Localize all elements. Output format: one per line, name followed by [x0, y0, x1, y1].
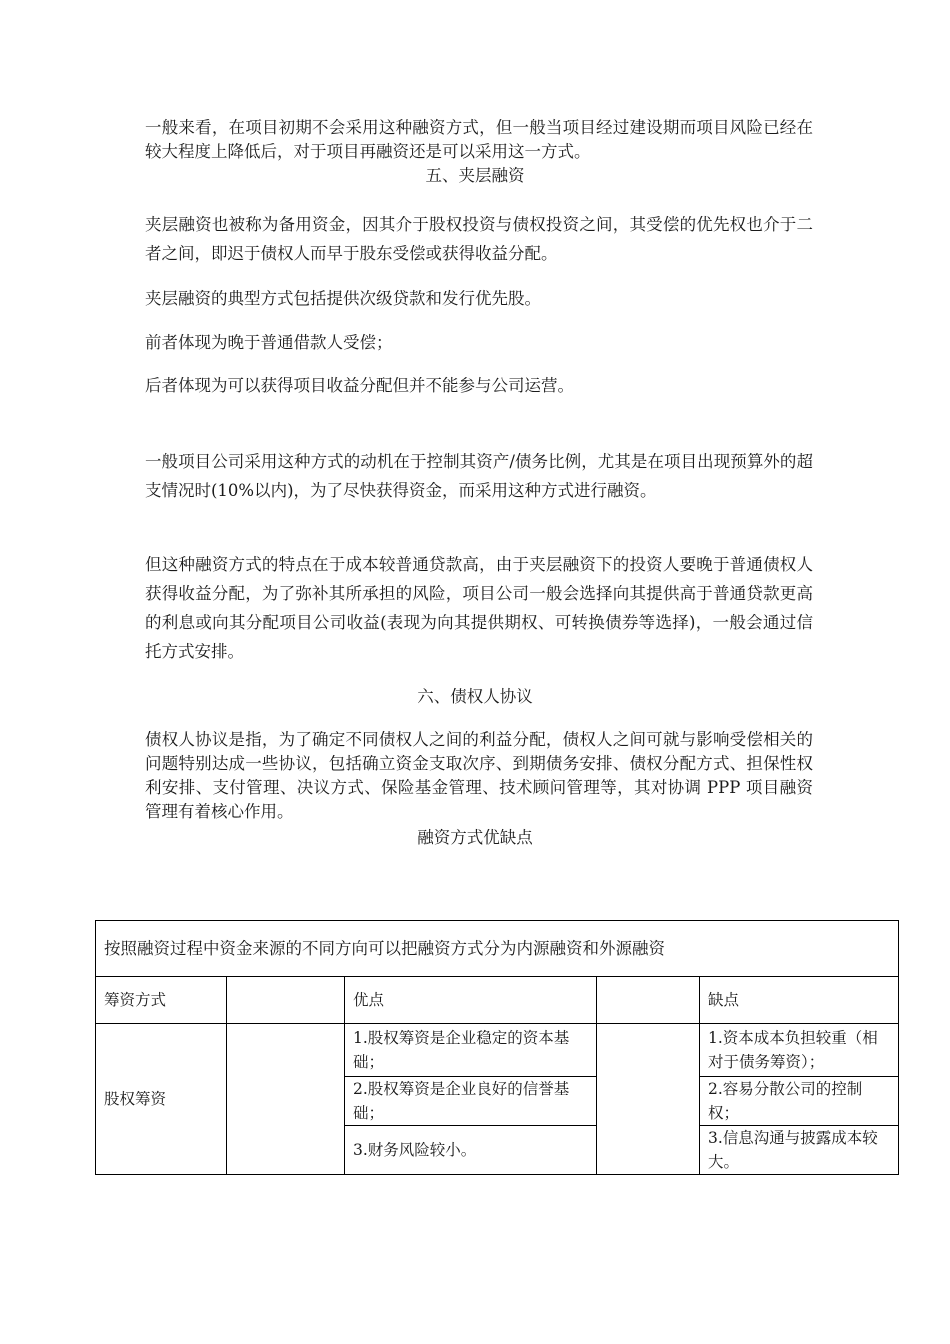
section-heading-creditor-agreement: 六、债权人协议	[417, 687, 533, 706]
paragraph-motivation: 一般项目公司采用这种方式的动机在于控制其资产/债务比例，尤其是在项目出现预算外的超支情况时(10%以内)，为了尽快获得资金，而采用这种方式进行融资。	[145, 452, 813, 500]
paragraph-refinancing: 一般来看，在项目初期不会采用这种融资方式，但一般当项目经过建设期而项目风险已经在较大程度上降低后，对于项目再融资还是可以采用这一方式。	[145, 118, 813, 161]
table-caption: 按照融资过程中资金来源的不同方向可以把融资方式分为内源融资和外源融资	[96, 921, 899, 977]
table-header-row	[96, 977, 899, 1024]
header-method: 筹资方式	[96, 977, 227, 1024]
table-row	[96, 1024, 899, 1077]
pro-item: 3.财务风险较小。	[345, 1126, 597, 1175]
con-item: 3.信息沟通与披露成本较大。	[700, 1126, 899, 1175]
financing-methods-table	[95, 920, 899, 1175]
method-equity: 股权筹资	[96, 1024, 227, 1175]
paragraph-mezzanine-types: 夹层融资的典型方式包括提供次级贷款和发行优先股。	[145, 289, 541, 308]
con-item: 2.容易分散公司的控制权；	[700, 1077, 899, 1126]
header-empty-1	[227, 977, 345, 1024]
header-cons: 缺点	[700, 977, 899, 1024]
pro-item: 2.股权筹资是企业良好的信誉基础；	[345, 1077, 597, 1126]
pro-item: 1.股权筹资是企业稳定的资本基础；	[345, 1024, 597, 1077]
header-empty-2	[597, 977, 700, 1024]
paragraph-mezzanine-definition: 夹层融资也被称为备用资金，因其介于股权投资与债权投资之间，其受偿的优先权也介于二者之间，即迟于债权人而早于股东受偿或获得收益分配。	[145, 215, 813, 263]
paragraph-cost: 但这种融资方式的特点在于成本较普通贷款高，由于夹层融资下的投资人要晚于普通债权人获得收益分配，为了弥补其所承担的风险，项目公司一般会选择向其提供高于普通贷款更高的利息或向其分配项目公司收益(表现为向其提供期权、可转换债券等选择)，一般会通过信托方式安排。	[145, 555, 813, 661]
header-pros: 优点	[345, 977, 597, 1024]
empty-cell-1	[227, 1024, 345, 1175]
paragraph-latter: 后者体现为可以获得项目收益分配但并不能参与公司运营。	[145, 376, 574, 395]
table-title: 融资方式优缺点	[417, 828, 533, 847]
section-heading-mezzanine: 五、夹层融资	[425, 166, 525, 185]
paragraph-creditor-agreement: 债权人协议是指，为了确定不同债权人之间的利益分配，债权人之间可就与影响受偿相关的问题特别达成一些协议，包括确立资金支取次序、到期债务安排、债权分配方式、担保性权利安排、支付管理、决议方式、保险基金管理、技术顾问管理等，其对协调 PPP 项目融资管理有着核心作用。	[145, 730, 813, 821]
paragraph-former: 前者体现为晚于普通借款人受偿；	[145, 333, 393, 352]
con-item: 1.资本成本负担较重（相对于债务筹资）；	[700, 1024, 899, 1077]
empty-cell-2	[597, 1024, 700, 1175]
